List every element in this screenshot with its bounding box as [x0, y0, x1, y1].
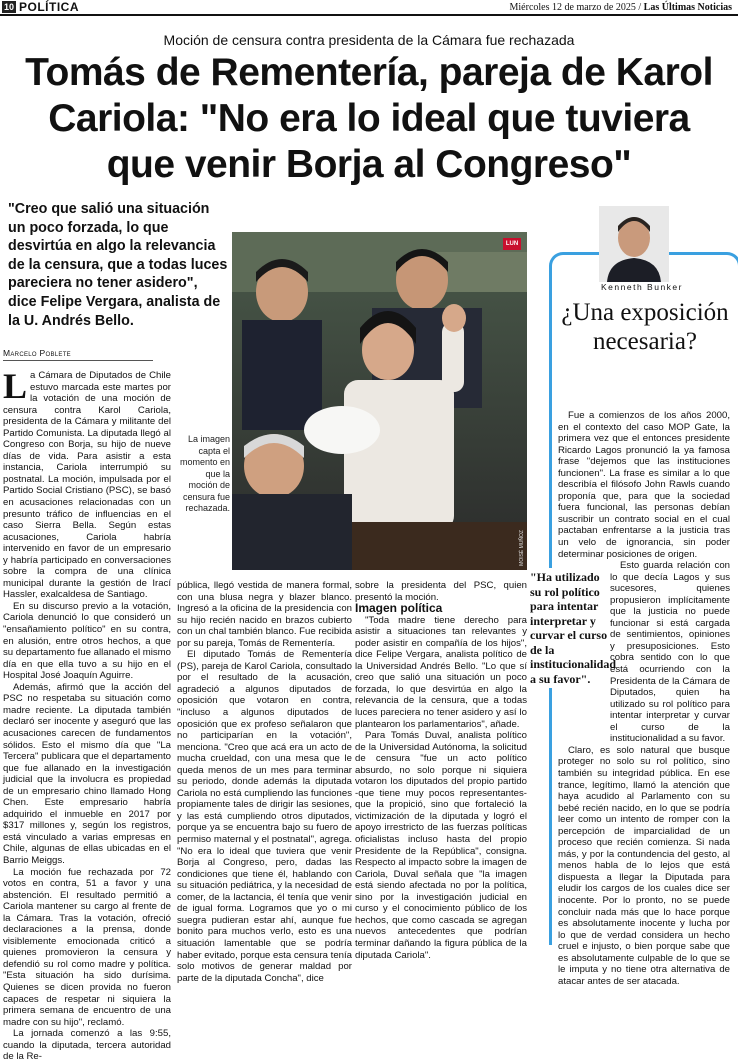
pull-quote: "Ha utilizado su rol político para intentar interpretar y curvar el curso de la institucionalidad a su favor". — [530, 568, 610, 688]
date-separator: / — [638, 2, 642, 13]
opinion-paragraph: Esto guarda relación con lo que decía Lagos y sus sucesores, quienes propusieron implícitamente que la justicia no puede funcionar si está cargada de sentimientos, opiniones y presuposiciones. Esto cobra sentido con lo que está ocurriendo con la Presidenta de la Cámara de Diputados, quien ha utilizado su rol político para intentar interpretar y curvar el curso de la institucionalidad a su favor. — [610, 560, 730, 745]
section-label: POLÍTICA — [19, 0, 79, 14]
article-paragraph-text: a Cámara de Diputados de Chile estuvo marcada este martes por la votación de una moción de censura contra Karol Cariola, presidenta de la Cámara y militante del Partido Comunista. La diputada llegó al Congreso con Borja, su hijo de nueve días de vida. Para asistir a esta instancia, Cariola interrumpió su postnatal. La moción, impulsada por el Partido Social Cristiano (PSC), se basó en acusaciones relacionadas con un presunto tráfico de influencias en el caso Sierra Bella. Según estas acusaciones, Cariola habría intervenido en favor de un empresario y habría participado en conversaciones sobre la compra de una clínica municipal durante la gestión de Irací Hassler, exalcaldesa de Santiago. — [3, 370, 171, 601]
lun-badge: LUN — [503, 238, 521, 250]
article-column-1 — [3, 366, 171, 1063]
article-paragraph: Además, afirmó que la acción del PSC no respetaba su situación como madre reciente. La diputada también declaró ser inocente y aseguró que las acusaciones carecen de fundamentos sólidos. Esto el mismo día que "La Tercera" publicara que el departamento que fue allanado en la investigación judicial que la involucra es propiedad de un empresario chino llamado Hong Chen. Este empresario habría adquirido el inmueble en 2017 por $317 millones y, según los registros, está vinculado a varias empresas en Chile, algunas de ellas ubicadas en el Barrio Meiggs. — [3, 681, 171, 866]
photo-illustration — [232, 232, 527, 570]
headline: Tomás de Rementería, pareja de Karol Cariola: "No era lo ideal que tuviera que venir Borja al Congreso" — [25, 51, 713, 186]
byline: Marcelo Poblete — [3, 348, 153, 361]
article-paragraph: En su discurso previo a la votación, Cariola denunció lo que consideró un "ensañamiento político" en su contra, en alusión, entre otros hechos, a que su departamento fue allanado el mismo día en que ella tuvo a su hijo en el Hospital José Joaquín Aguirre. — [3, 600, 171, 682]
article-column-2 — [177, 580, 352, 984]
subheading: Imagen política — [355, 601, 443, 616]
opinion-paragraph: Fue a comienzos de los años 2000, en el contexto del caso MOP Gate, la primera vez que el entonces presidente Ricardo Lagos pronunció la ya famosa frase "dejemos que las instituciones funcionen". La frase es similar a lo que describía el filósofo John Rawls cuando proponía que, para que la sociedad fuera funcional, las personas debían suscribir un contrato social en el cual pactaban enfrentarse a la justicia tras un velo de ignorancia, sin poder determinar posiciones de origen. — [558, 410, 730, 560]
photo-credit: MOISÉ MUÑOZ — [519, 530, 525, 566]
photo-caption: La imagen capta el momento en que la moción de censura fue rechazada. — [179, 434, 230, 513]
opinion-title: ¿Una exposición necesaria? — [561, 299, 729, 355]
article-paragraph: pública, llegó vestida de manera formal, con una blusa negra y blazer blanco. Ingresó a la oficina de la presidencia con su hijo recién nacido en brazos cubierto con un chal también blanco. Fue recibida por su pareja, Tomás de Rementería. — [177, 580, 352, 649]
lead-paragraph: "Creo que salió una situación un poco forzada, lo que desvirtúa en algo la relevancia de la censura, que a todas luces pareciera no tener asidero", dice Felipe Vergara, analista de la U. Andrés Bello. — [8, 201, 228, 329]
article-paragraph: La moción fue rechazada por 72 votos en contra, 51 a favor y una abstención. El resultado permitió a Cariola mantener su cargo al frente de la Cámara. Tras la votación, ofreció declaraciones a la prensa, donde visiblemente emocionada criticó a quienes promovieron la censura y defendió su rol como madre y política. "Esta situación ha sido durísima. Quienes se dicen provida no fueron capaces de respetar ni siquiera la primera semana de encuentro de una madre con su hijo", reclamó. — [3, 866, 171, 1028]
article-paragraph: La jornada comenzó a las 9:55, cuando la diputada, tercera autoridad de la Re- — [3, 1028, 171, 1063]
article-paragraph: El diputado Tomás de Rementería (PS), pareja de Karol Cariola, consultado por el resultado de la acusación, agradeció a algunos diputados de oposición que votaron en contra, "incluso a algunos diputados de oposición que ex profeso señalaron que no participarían en la votación", menciona. "Creo que acá era un acto de mucha crueldad, con una mesa que le queda menos de un mes para terminar su periodo, donde además la diputada Cariola no está cumpliendo las funciones propiamente tales de dirigir las sesiones, y las está cumpliendo otros diputados, porque ya se encuentra bajo su fuero de permiso maternal y el postnatal", agrega. "No era lo ideal que tuviera que venir Borja al Congreso, pero, dadas las condiciones que tiene él, hablando con su situación pediátrica, y la necesidad de comer, de la lactancia, él tenía que venir de igual forma. Logramos que yo o mi suegra pudieran estar ahí, aunque fue bonito para muchos verlo, esto es una situación lamentable que se podría haber evitado, porque esta censura tenía solo motivos de generar maldad por parte de la diputada Concha", dice — [177, 649, 352, 984]
author-portrait — [599, 206, 669, 282]
drop-cap: L — [3, 366, 28, 406]
opinion-body — [558, 410, 730, 987]
publication-name: Las Últimas Noticias — [643, 2, 732, 13]
dateline — [510, 1, 732, 14]
main-photo — [232, 232, 527, 570]
article-paragraph: "Toda madre tiene derecho para asistir a situaciones tan relevantes y poder asistir en compañía de los hijos", dice Felipe Vergara, analista político de la Universidad Andrés Bello. "Lo que sí creo que salió una situación un poco forzada, lo que desvirtúa en algo la relevancia de la censura, que a todas luces pareciera no tener asidero y así lo plantearon los parlamentarios", añade. — [355, 614, 527, 730]
article-paragraph — [3, 366, 171, 601]
article-paragraph: sobre la presidenta del PSC, quien presentó la moción. — [355, 580, 527, 603]
kicker: Moción de censura contra presidenta de la Cámara fue rechazada — [163, 32, 575, 48]
author-photo — [599, 206, 669, 282]
opinion-paragraph: Claro, es solo natural que busque proteger no solo su rol político, sino también su integridad pública. En ese trance, legítimo, llamó la atención que haya acudido al Parlamento con su bebé recién nacido, en lo que se podría leer como un intento de romper con la percepción de imparcialidad de un proceso que recién comienza. Si nada más, y por la contundencia del gesto, al menos habla de lo lejos que está dispuesta a llegar la Diputada para eludir los cargos de los cuales dice ser inocente. Por lo pronto, no se puede concluir nada más que lo hace porque es absolutamente inocente y lucha por lo que de verdad considera un hecho cruel e injusto, o bien porque sabe que es absolutamente culpable de lo que se le imputa y no tiene otra alternativa de atacar antes de ser atacada. — [558, 744, 730, 987]
author-name: Kenneth Bunker — [601, 282, 683, 292]
article-paragraph: Para Tomás Duval, analista político de la Universidad Autónoma, la solicitud de censura "fue un acto político absurdo, no solo porque ni siquiera votaron los diputados del propio partido -que tiene muy pocos representantes- que la propició, sino que fortaleció la victimización de la diputada y logró el apoyo irrestricto de las fuerzas políticas oficialistas incluso hasta del propio Presidente de la República", consigna. Respecto al impacto sobre la imagen de Cariola, Duval señala que "la imagen está siendo afectada no por la política, sino por la investigación judicial en curso y el conocimiento público de los hechos, que como cascada se agregan nuevos antecedentes que podrían terminar dañando la figura pública de la diputada Cariola". — [355, 730, 527, 961]
article-column-3 — [355, 580, 527, 961]
date: Miércoles 12 de marzo de 2025 — [509, 2, 636, 13]
page-number: 10 — [3, 2, 14, 12]
